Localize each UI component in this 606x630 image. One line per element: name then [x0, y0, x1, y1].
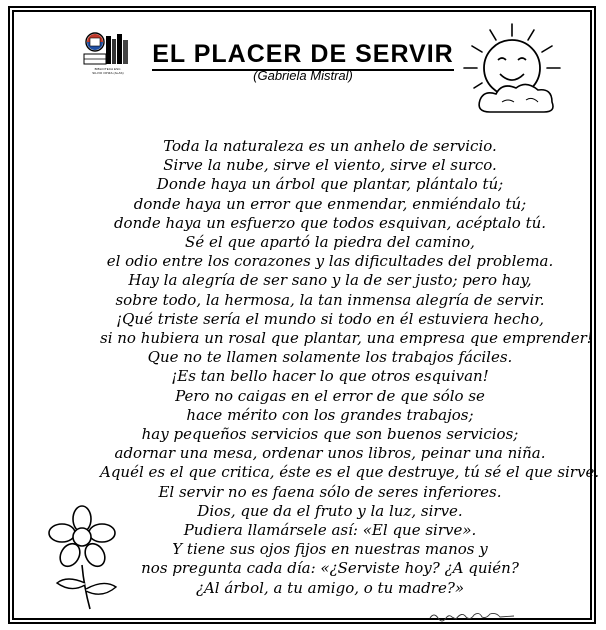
poem-line: Donde haya un árbol que plantar, plántalo tú; [156, 175, 504, 194]
poem-line: Pero no caigas en el error de que sólo se [175, 386, 485, 405]
poem-line: Sé el que apartó la piedra del camino, [185, 233, 475, 252]
poem-line: sobre todo, la hermosa, la tan inmensa alegría de servir. [115, 290, 545, 309]
poem-line: hace mérito con los grandes trabajos; [186, 405, 474, 424]
poem-line: Toda la naturaleza es un anhelo de servicio. [163, 137, 497, 155]
poem-line: ¡Es tan bello hacer lo que otros esquivan! [171, 367, 489, 386]
poem-line: El servir no es faena sólo de seres inferiores. [158, 482, 502, 501]
signature-icon [428, 606, 518, 624]
poem-line: hay pequeños servicios que son buenos servicios; [141, 425, 519, 444]
author: (Gabriela Mistral) [253, 68, 353, 83]
poem-line: si no hubiera un rosal que plantar, una empresa que emprender! [100, 329, 593, 348]
poem-line: donde haya un error que enmendar, enmiéndalo tú; [133, 194, 527, 213]
poem-line: el odio entre los corazones y las dificultades del problema. [106, 252, 554, 271]
poem-line: Sirve la nube, sirve el viento, sirve el surco. [163, 156, 497, 175]
poem-line: ¿Al árbol, a tu amigo, o tu madre?» [195, 578, 465, 597]
poem-line: ¡Qué triste sería el mundo si todo en él estuviera hecho, [116, 309, 544, 328]
poem-line: Dios, que da el fruto y la luz, sirve. [197, 501, 463, 520]
poem-line: Que no te llamen solamente los trabajos fáciles. [147, 348, 513, 367]
poem-line: donde haya un esfuerzo que todos esquivan, acéptalo tú. [113, 213, 547, 232]
poem-body [100, 137, 600, 598]
poem-line: nos pregunta cada día: «¿Serviste hoy? ¿A quién? [141, 559, 519, 578]
page-title: EL PLACER DE SERVIR [0, 40, 606, 69]
poem-line: Aquél es el que critica, éste es el que destruye, tú sé el que sirve. [100, 463, 600, 482]
poem-line: Hay la alegría de ser sano y la de ser justo; pero hay, [128, 271, 532, 290]
flower-icon [40, 505, 130, 610]
sun-icon [452, 20, 572, 122]
poem-line: adornar una mesa, ordenar unos libros, peinar una niña. [114, 444, 546, 463]
logo-caption: BIBLIOTECA ESC. SILVIO OPIZA (ALAS) [92, 67, 124, 75]
poem-line: Pudiera llamársele así: «El que sirve». [183, 521, 477, 540]
poem-line: Y tiene sus ojos fijos en nuestras manos y [172, 540, 488, 559]
